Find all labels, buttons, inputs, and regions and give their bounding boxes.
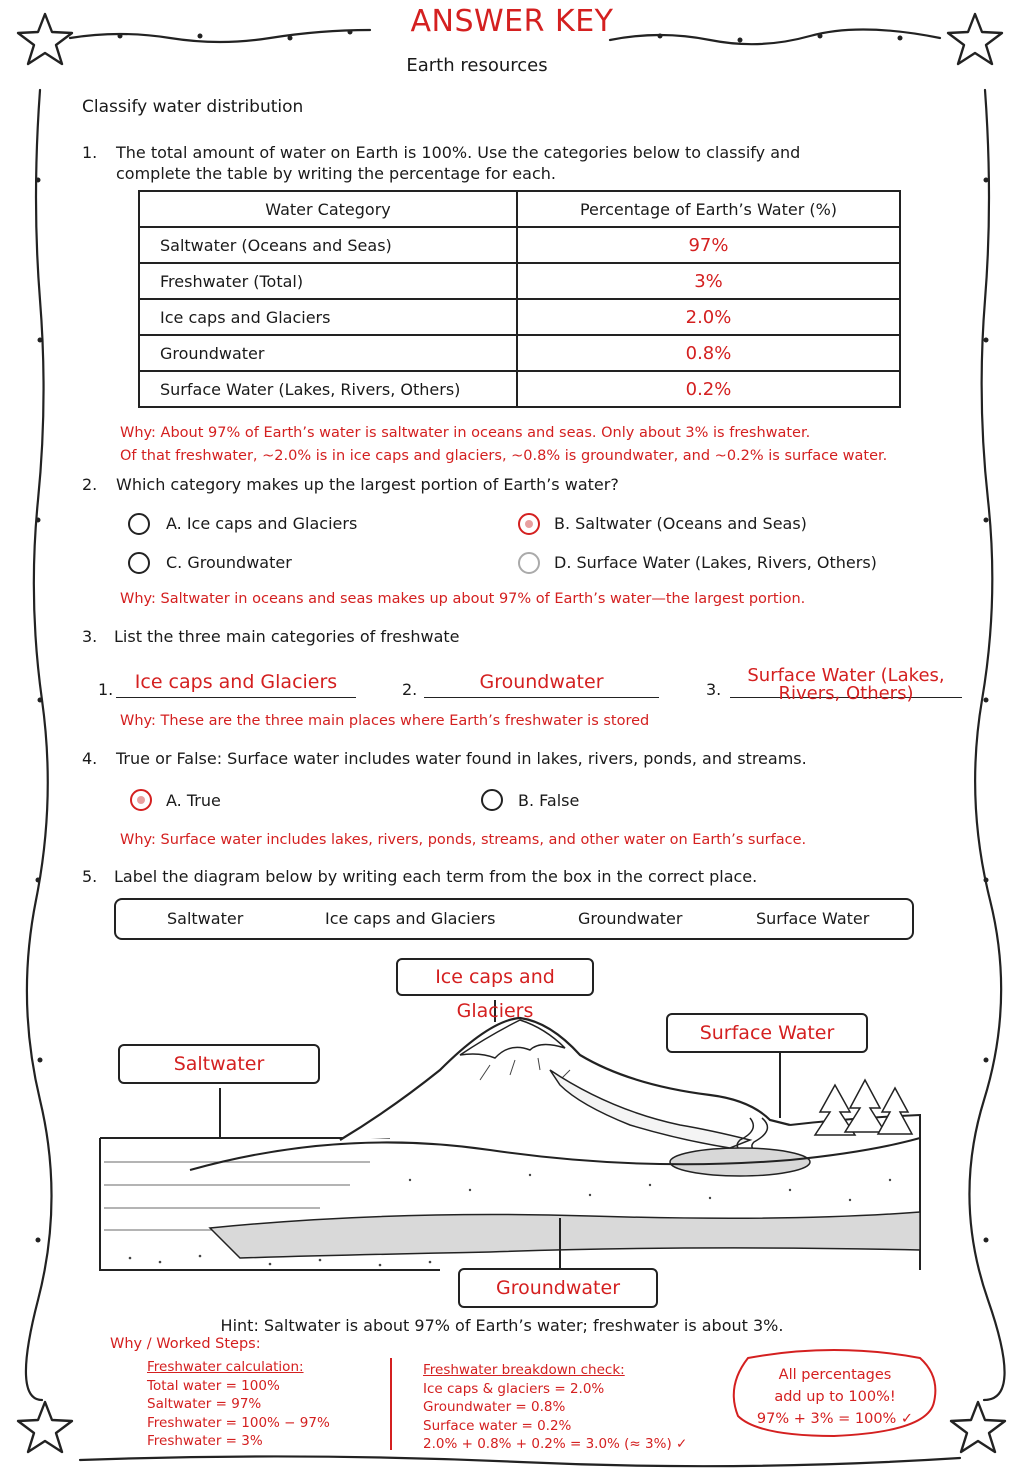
- worked-steps-heading: Why / Worked Steps:: [110, 1336, 261, 1352]
- table-row: [139, 299, 900, 335]
- percentage-cell: 2.0%: [517, 299, 900, 335]
- option-label: D. Surface Water (Lakes, Rivers, Others): [554, 553, 877, 572]
- table-row: [139, 263, 900, 299]
- page-title: ANSWER KEY: [410, 4, 614, 39]
- check-line: 2.0% + 0.8% + 0.2% = 3.0% (≈ 3%) ✓: [423, 1436, 688, 1452]
- calc-line: Saltwater = 97%: [147, 1396, 262, 1412]
- divider: [390, 1358, 392, 1450]
- radio-true-selected[interactable]: [130, 789, 152, 811]
- category-cell: Freshwater (Total): [139, 263, 517, 299]
- question-number: 4.: [82, 749, 98, 768]
- calc-line: Total water = 100%: [147, 1377, 280, 1394]
- radio-false[interactable]: [481, 789, 503, 811]
- page-subtitle: Earth resources: [406, 55, 548, 76]
- calc-line: Freshwater = 3%: [147, 1433, 263, 1449]
- category-cell: Ice caps and Glaciers: [139, 299, 517, 335]
- word-bank-term: Saltwater: [167, 909, 244, 928]
- percentage-cell: 0.8%: [517, 335, 900, 371]
- category-cell: Groundwater: [139, 335, 517, 371]
- question-3-text: List the three main categories of freshwate: [114, 627, 460, 646]
- label-ice-caps[interactable]: Ice caps and Glaciers: [396, 958, 594, 996]
- word-bank-term: Ice caps and Glaciers: [325, 909, 496, 928]
- option-label: A. True: [166, 791, 221, 810]
- answer-number: 1.: [98, 680, 114, 699]
- question-number: 2.: [82, 475, 98, 494]
- answer-line-3[interactable]: [730, 665, 962, 704]
- table-row: [139, 227, 900, 263]
- freshwater-calculation: [147, 1358, 330, 1451]
- bubble-line: add up to 100%!: [774, 1389, 896, 1405]
- answer-line-1[interactable]: Ice caps and Glaciers: [116, 671, 356, 698]
- why-explanation: Why: These are the three main places where Earth’s freshwater is stored: [120, 713, 650, 729]
- answer-number: 2.: [402, 680, 418, 699]
- why-explanation: Of that freshwater, ~2.0% is in ice caps and glaciers, ~0.8% is groundwater, and ~0.2% is surface water.: [120, 448, 888, 464]
- answer-number: 3.: [706, 680, 722, 699]
- option-label: A. Ice caps and Glaciers: [166, 514, 358, 533]
- label-surface-water[interactable]: Surface Water: [666, 1013, 868, 1053]
- check-line: Groundwater = 0.8%: [423, 1399, 566, 1415]
- question-4-text: True or False: Surface water includes water found in lakes, rivers, ponds, and streams.: [116, 749, 807, 768]
- header-cell: Water Category: [139, 191, 517, 227]
- percentage-cell: 3%: [517, 263, 900, 299]
- section-heading: Classify water distribution: [82, 97, 304, 117]
- radio-option-a[interactable]: [128, 513, 150, 535]
- water-table: [138, 190, 901, 408]
- calc-title: Freshwater calculation:: [147, 1359, 304, 1375]
- question-number: 1.: [82, 143, 98, 162]
- why-explanation: Why: About 97% of Earth’s water is saltwater in oceans and seas. Only about 3% is freshwater.: [120, 425, 811, 441]
- label-groundwater[interactable]: Groundwater: [458, 1268, 658, 1308]
- question-2-text: Which category makes up the largest portion of Earth’s water?: [116, 475, 619, 494]
- summary-bubble: [740, 1364, 930, 1430]
- option-label: B. Saltwater (Oceans and Seas): [554, 514, 807, 533]
- check-line: Ice caps & glaciers = 2.0%: [423, 1380, 605, 1397]
- question-5-text: Label the diagram below by writing each term from the box in the correct place.: [114, 867, 758, 886]
- label-saltwater[interactable]: Saltwater: [118, 1044, 320, 1084]
- check-line: Surface water = 0.2%: [423, 1417, 572, 1434]
- percentage-cell: 97%: [517, 227, 900, 263]
- why-explanation: Why: Saltwater in oceans and seas makes up about 97% of Earth’s water—the largest portion.: [120, 591, 806, 607]
- header-cell: Percentage of Earth’s Water (%): [517, 191, 900, 227]
- table-row: [139, 335, 900, 371]
- bubble-line: 97% + 3% = 100% ✓: [756, 1411, 914, 1427]
- percentage-cell: 0.2%: [517, 371, 900, 407]
- table-header-row: [139, 191, 900, 227]
- radio-option-c[interactable]: [128, 552, 150, 574]
- word-bank-term: Surface Water: [756, 909, 870, 928]
- question-number: 3.: [82, 627, 98, 646]
- question-1-text-2: complete the table by writing the percentage for each.: [116, 164, 556, 183]
- answer-3-line-1: Surface Water (Lakes,: [747, 665, 945, 686]
- radio-option-d[interactable]: [518, 552, 540, 574]
- table-row: [139, 371, 900, 407]
- star-icon: [951, 1402, 1005, 1452]
- freshwater-breakdown-check: [423, 1361, 687, 1454]
- option-label: B. False: [518, 791, 580, 810]
- option-label: C. Groundwater: [166, 553, 292, 572]
- word-bank-term: Groundwater: [578, 909, 683, 928]
- why-explanation: Why: Surface water includes lakes, rivers, ponds, streams, and other water on Earth’s surface.: [120, 832, 807, 848]
- hint-text: Hint: Saltwater is about 97% of Earth’s water; freshwater is about 3%.: [220, 1316, 784, 1335]
- category-cell: Surface Water (Lakes, Rivers, Others): [139, 371, 517, 407]
- question-number: 5.: [82, 867, 98, 886]
- answer-3-line-2: Rivers, Others): [778, 683, 914, 704]
- bubble-line: All percentages: [778, 1367, 892, 1383]
- radio-option-b-selected[interactable]: [518, 513, 540, 535]
- question-1-text: The total amount of water on Earth is 100%. Use the categories below to classify and: [116, 143, 801, 162]
- calc-line: Freshwater = 100% − 97%: [147, 1414, 330, 1431]
- star-icon: [18, 1402, 72, 1452]
- category-cell: Saltwater (Oceans and Seas): [139, 227, 517, 263]
- answer-line-2[interactable]: Groundwater: [424, 671, 659, 698]
- check-title: Freshwater breakdown check:: [423, 1362, 625, 1378]
